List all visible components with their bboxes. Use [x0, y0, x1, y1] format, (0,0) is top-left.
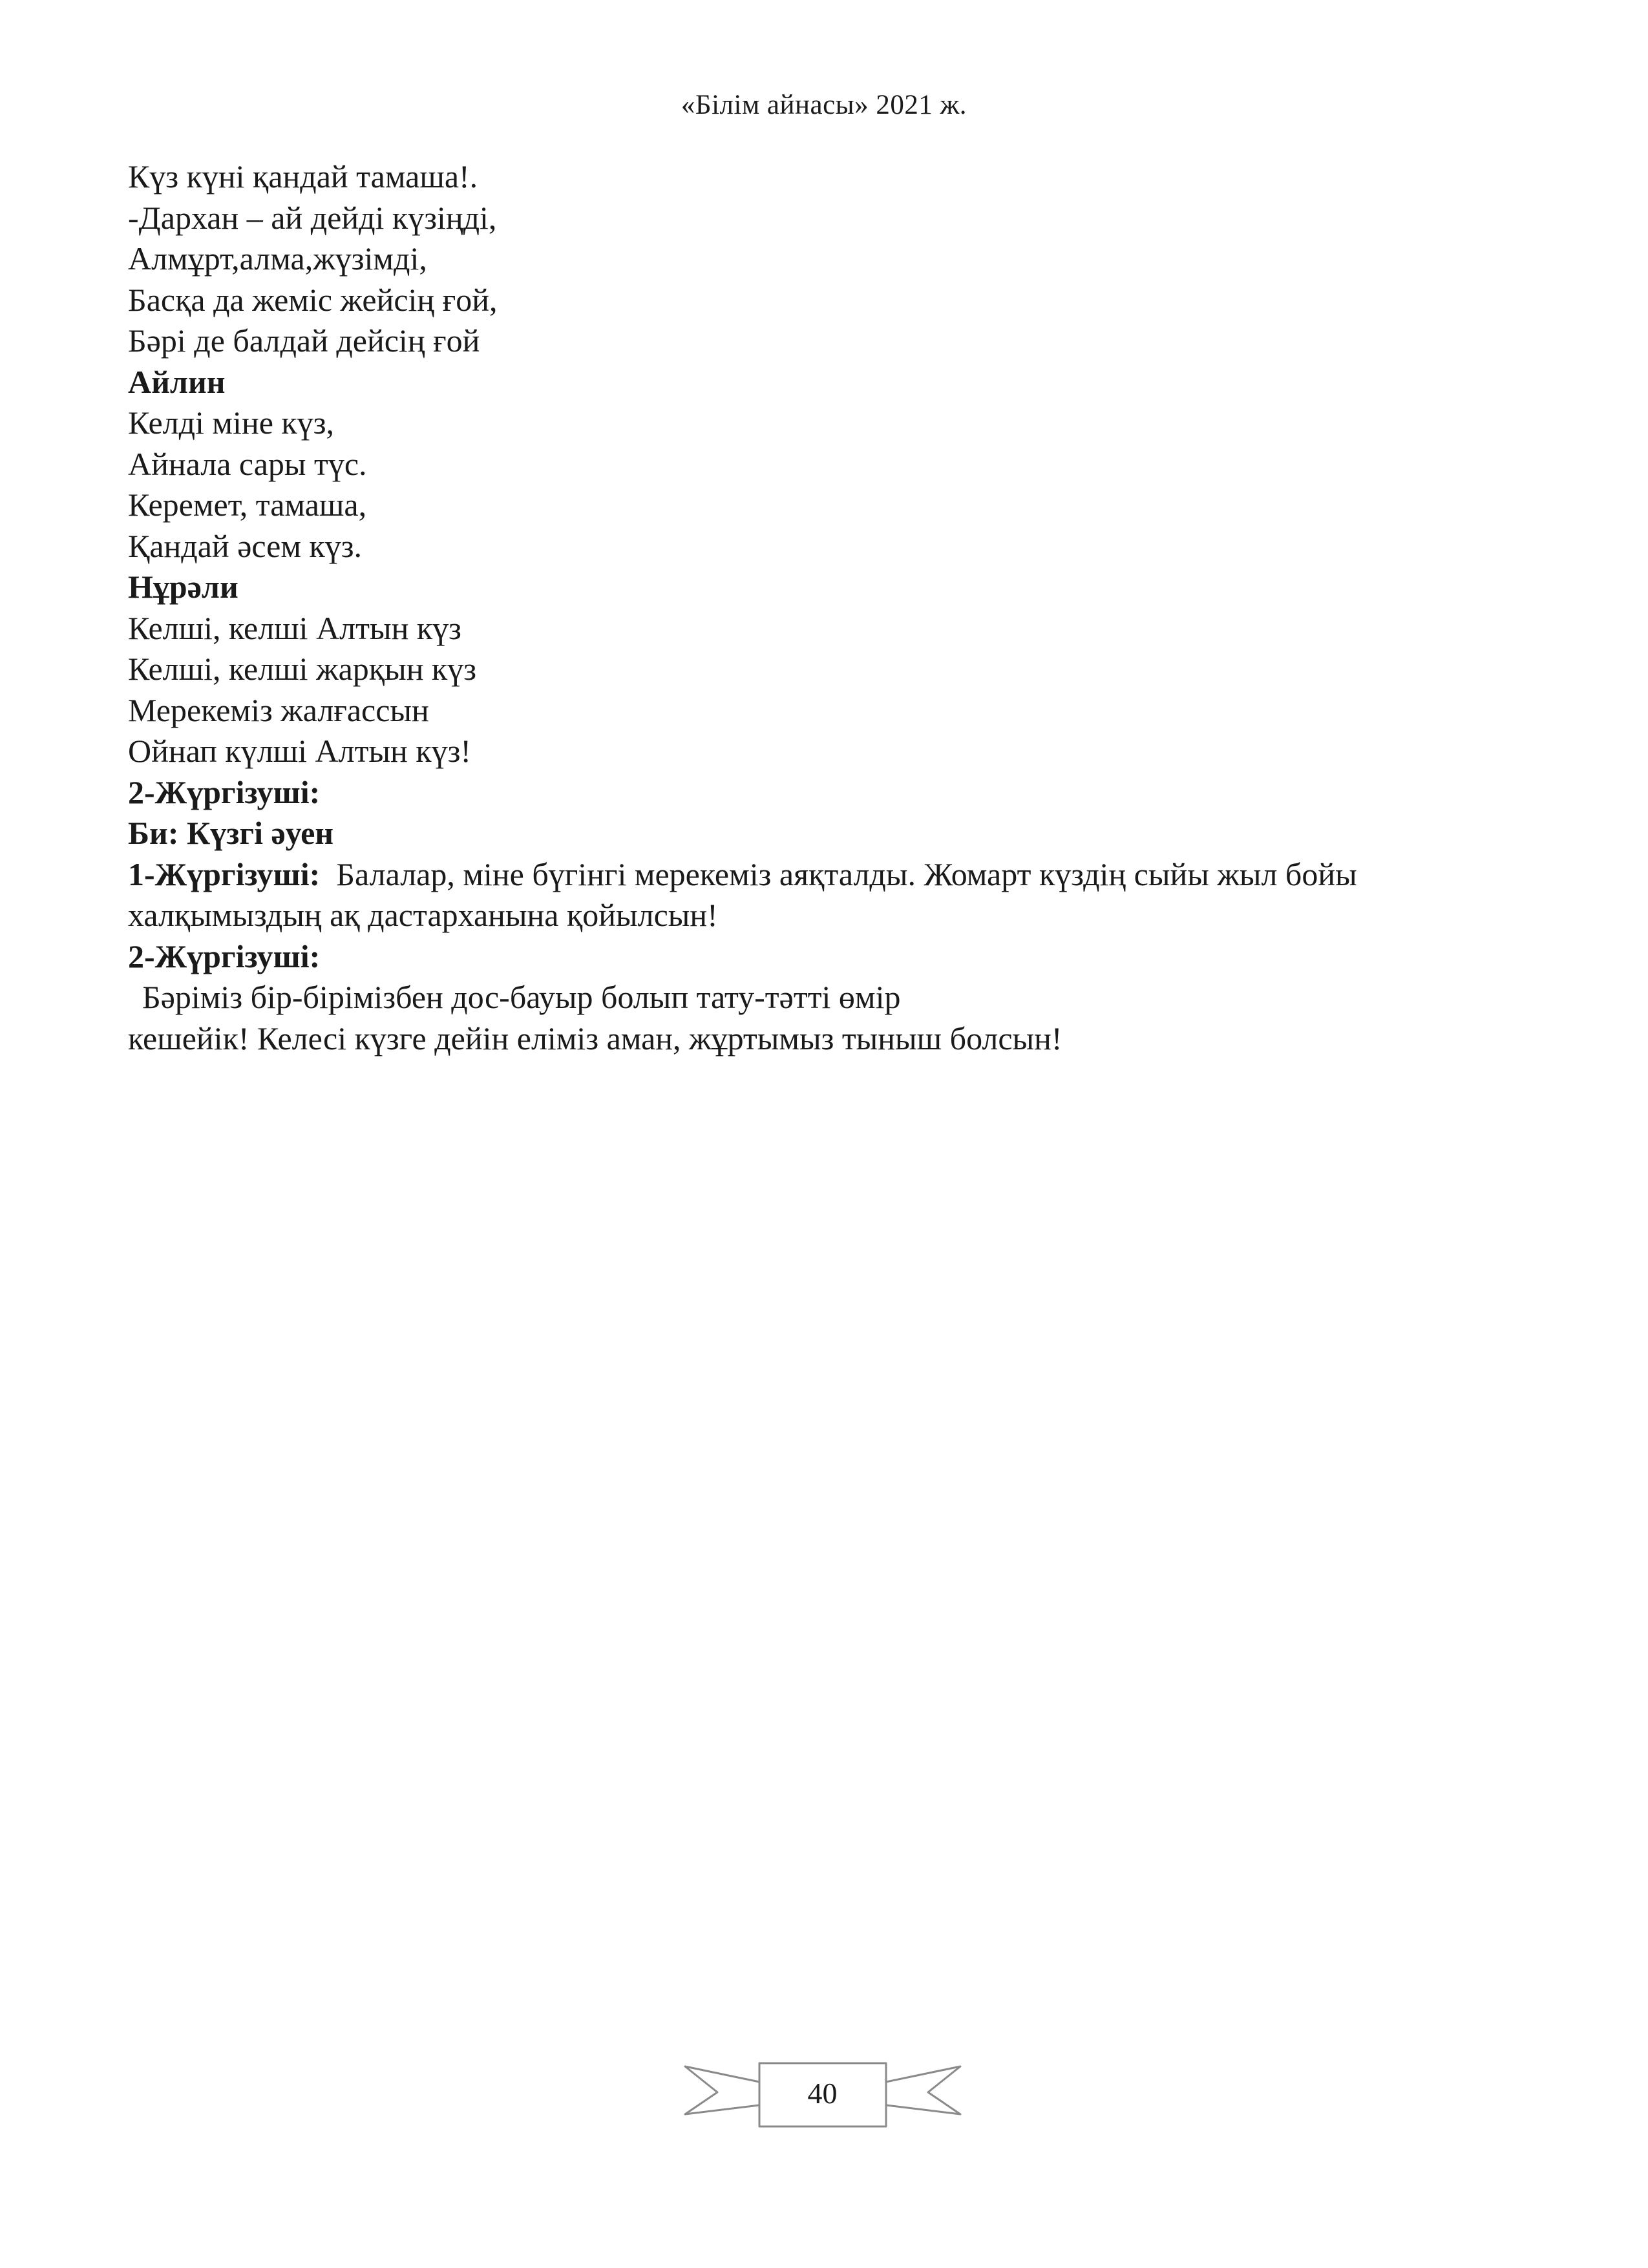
verse-line: Ойнап күлші Алтын күз!	[128, 733, 472, 769]
verse-line: Келді міне күз,	[128, 404, 334, 441]
host-2-label: 2-Жүргізуші:	[128, 938, 321, 974]
verse-line: Қандай әсем күз.	[128, 527, 363, 564]
speaker-name-ailin: Айлин	[128, 363, 226, 400]
speaker-name-nurali: Нұрәли	[128, 569, 238, 605]
closing-speech: Бәріміз бір-бірімізбен дос-бауыр болып тату-тәтті өмір	[142, 979, 901, 1015]
host-1-speech-continued: халқымыздың ақ дастарханына қойылсын!	[128, 897, 718, 933]
verse-line: Айнала сары түс.	[128, 445, 367, 482]
verse-line: Келші, келші Алтын күз	[128, 609, 461, 646]
verse-line: Алмұрт,алма,жүзімді,	[128, 240, 427, 277]
running-header: «Білім айнасы» 2021 ж.	[681, 90, 967, 120]
dance-title: Би: Күзгі әуен	[128, 815, 334, 851]
host-1-paragraph	[128, 854, 1550, 896]
verse-line: -Дархан – ай дейді күзіңді,	[128, 199, 497, 236]
host-1-label: 1-Жүргізуші:	[128, 856, 321, 892]
host-1-speech: Балалар, міне бүгінгі мерекеміз аяқталды. Жомарт күздің сыйы жыл бойы	[336, 856, 1357, 892]
closing-speech-continued: кешейік! Келесі күзге дейін еліміз аман, жұртымыз тыныш болсын!	[128, 1020, 1062, 1056]
verse-line: Керемет, тамаша,	[128, 487, 367, 523]
verse-line: Келші, келші жарқын күз	[128, 651, 476, 687]
document-body	[128, 156, 1550, 1059]
verse-line: Басқа да жеміс жейсің ғой,	[128, 281, 498, 318]
verse-line: Күз күні қандай тамаша!.	[128, 158, 478, 194]
verse-line: Бәрі де балдай дейсің ғой	[128, 322, 480, 359]
verse-line: Мерекеміз жалғассын	[128, 691, 429, 728]
host-2-label: 2-Жүргізуші:	[128, 773, 321, 810]
page-number: 40	[807, 2077, 838, 2110]
